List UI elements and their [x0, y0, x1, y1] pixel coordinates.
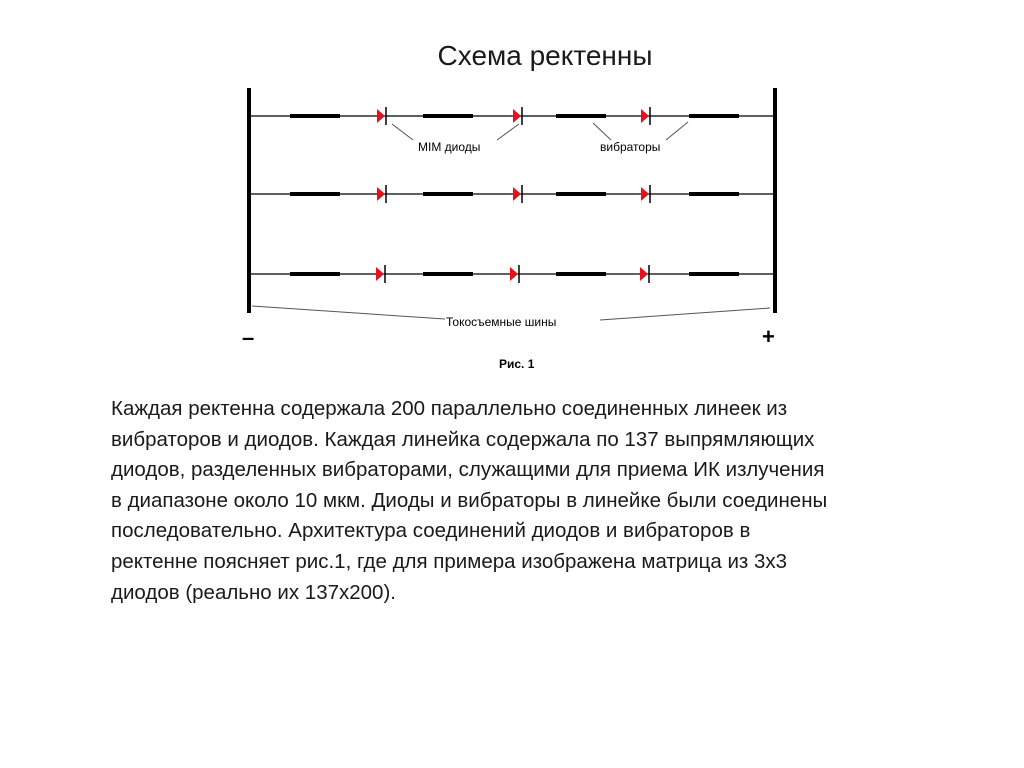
mim-diode: [641, 107, 650, 125]
plus-terminal-label: +: [762, 324, 775, 349]
body-line: диодов (реально их 137х200).: [111, 580, 396, 604]
mim-diode: [377, 107, 386, 125]
body-line: последовательно. Архитектура соединений диодов и вибраторов в: [111, 519, 751, 543]
body-line: диодов, разделенных вибраторами, служащими для приема ИК излучения: [111, 458, 825, 482]
rectenna-rows: [249, 107, 775, 283]
body-line: в диапазоне около 10 мкм. Диоды и вибраторы в линейке были соединены: [111, 488, 828, 512]
mim-diode: [641, 185, 650, 203]
mim-diode: [376, 265, 385, 283]
mim-diode: [640, 265, 649, 283]
body-line: ректенне поясняет рис.1, где для примера изображена матрица из 3х3: [111, 549, 788, 573]
body-text: [111, 394, 961, 608]
body-line: Каждая ректенна содержала 200 параллельно соединенных линеек из: [111, 397, 788, 420]
mim-diode: [513, 185, 522, 203]
minus-terminal-label: –: [242, 325, 255, 350]
buses-label: Токосъемные шины: [446, 315, 557, 329]
mim-diode: [510, 265, 519, 283]
mim-diodes-label: MIM диоды: [418, 140, 481, 154]
vibrators-label: вибраторы: [600, 140, 661, 154]
mim-diode: [377, 185, 386, 203]
figure-caption: Рис. 1: [499, 357, 535, 371]
label-leaders: [252, 122, 770, 320]
mim-diode: [513, 107, 522, 125]
slide-title: Схема ректенны: [437, 40, 653, 71]
body-line: вибраторов и диодов. Каждая линейка содержала по 137 выпрямляющих: [111, 427, 815, 451]
